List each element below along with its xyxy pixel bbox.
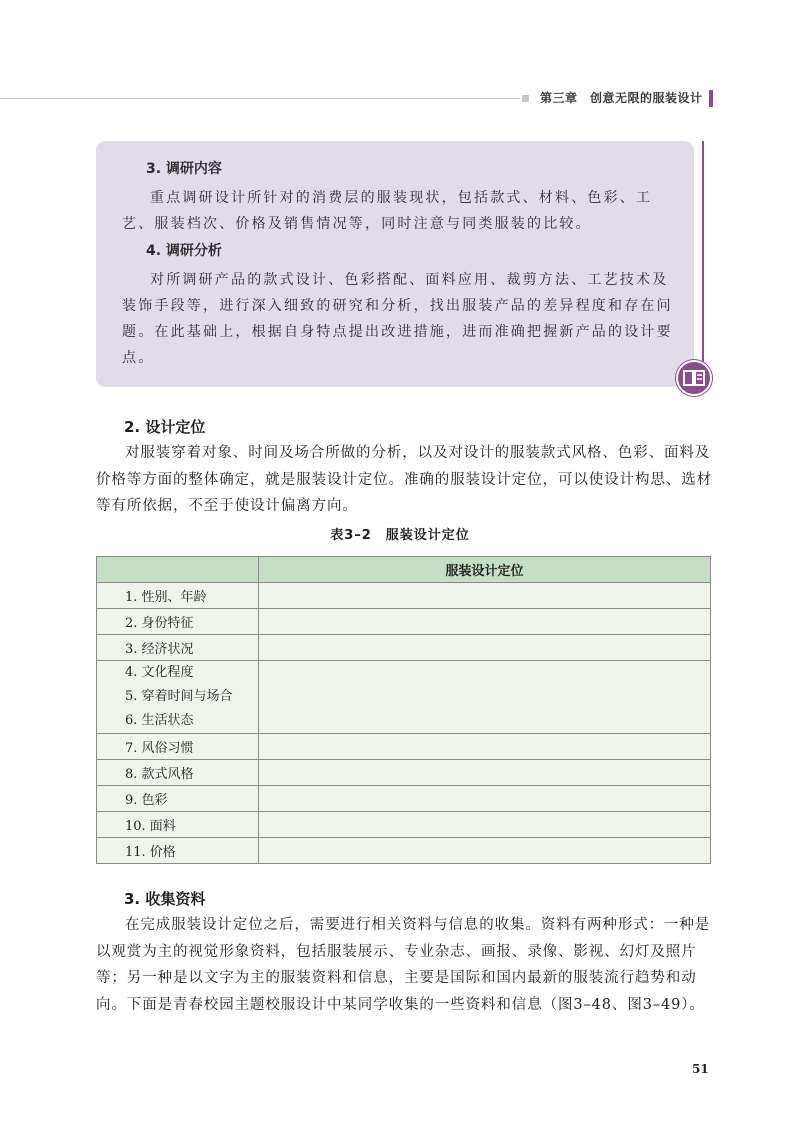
table-cell-empty: [259, 734, 711, 760]
table-row: [97, 583, 711, 609]
page-number: 51: [692, 1062, 709, 1076]
table-row: [97, 635, 711, 661]
table-cell-empty: [259, 661, 711, 734]
section-2-title: 2. 设计定位: [124, 418, 206, 436]
section-2-text: 对服装穿着对象、时间及场合所做的分析，以及对设计的服装款式风格、色彩、面料及价格等方面的整体确定，就是服装设计定位。准确的服装设计定位，可以使设计构思、选材等有所依据，不至于使设计偏离方向。: [96, 445, 712, 514]
header-rule: [0, 98, 520, 99]
table-header-cell-empty: [97, 557, 259, 583]
research-analysis-title: 4. 调研分析: [146, 243, 222, 259]
table-row: [97, 734, 711, 760]
table-cell-label: 5. 穿着时间与场合: [125, 689, 233, 704]
table-cell-label: 2. 身份特征: [97, 609, 259, 635]
section-3-title: 3. 收集资料: [124, 890, 206, 908]
table-cell-label: 8. 款式风格: [97, 760, 259, 786]
research-content-text: 重点调研设计所针对的消费层的服装现状，包括款式、材料、色彩、工艺、服装档次、价格及销售情况等，同时注意与同类服装的比较。: [122, 190, 653, 232]
table-row: [97, 661, 711, 734]
table-cell-label: 6. 生活状态: [125, 713, 194, 728]
header-accent-mark: [709, 90, 713, 107]
table-cell-empty: [259, 609, 711, 635]
table-row: [97, 609, 711, 635]
table-cell-empty: [259, 838, 711, 864]
table-cell-label: 3. 经济状况: [97, 635, 259, 661]
box-side-rule: [702, 141, 704, 363]
table-cell-label: 7. 风俗习惯: [97, 734, 259, 760]
table-caption: 表3–2 服装设计定位: [330, 528, 470, 543]
table-cell-label: 1. 性别、年龄: [97, 583, 259, 609]
book-icon: [676, 360, 712, 396]
table-cell-label: 9. 色彩: [97, 786, 259, 812]
table-row: [97, 838, 711, 864]
table-header-cell: 服装设计定位: [259, 557, 711, 583]
table-cell-empty: [259, 812, 711, 838]
research-info-box: [96, 141, 694, 387]
running-header: [0, 86, 800, 112]
table-cell-empty: [259, 760, 711, 786]
table-cell-empty: [259, 583, 711, 609]
section-3-text: 在完成服装设计定位之后，需要进行相关资料与信息的收集。资料有两种形式：一种是以观赏为主的视觉形象资料，包括服装展示、专业杂志、画报、录像、影视、幻灯及照片等；另一种是以文字为主的服装资料和信息，主要是国际和国内最新的服装流行趋势和动向。下面是青春校园主题校服设计中某同学收集的一些资料和信息（图3–48、图3–49）。: [96, 917, 711, 1013]
table-cell-empty: [259, 635, 711, 661]
table-cell-label: 4. 文化程度: [125, 665, 194, 680]
table-row: [97, 812, 711, 838]
header-dot: [522, 95, 529, 102]
design-positioning-table: [96, 556, 711, 864]
chapter-title: 第三章 创意无限的服装设计: [540, 91, 703, 105]
research-analysis-text: 对所调研产品的款式设计、色彩搭配、面料应用、裁剪方法、工艺技术及装饰手段等，进行深入细致的研究和分析，找出服装产品的差异程度和存在问题。在此基础上，根据自身特点提出改进措施，进而准确把握新产品的设计要点。: [122, 272, 673, 366]
table-cell-label: 10. 面料: [97, 812, 259, 838]
table-row: [97, 786, 711, 812]
research-content-title: 3. 调研内容: [146, 161, 222, 177]
table-header-row: [97, 557, 711, 583]
table-cell-label: 11. 价格: [97, 838, 259, 864]
table-cell-label-group: [97, 661, 259, 734]
table-cell-empty: [259, 786, 711, 812]
table-row: [97, 760, 711, 786]
